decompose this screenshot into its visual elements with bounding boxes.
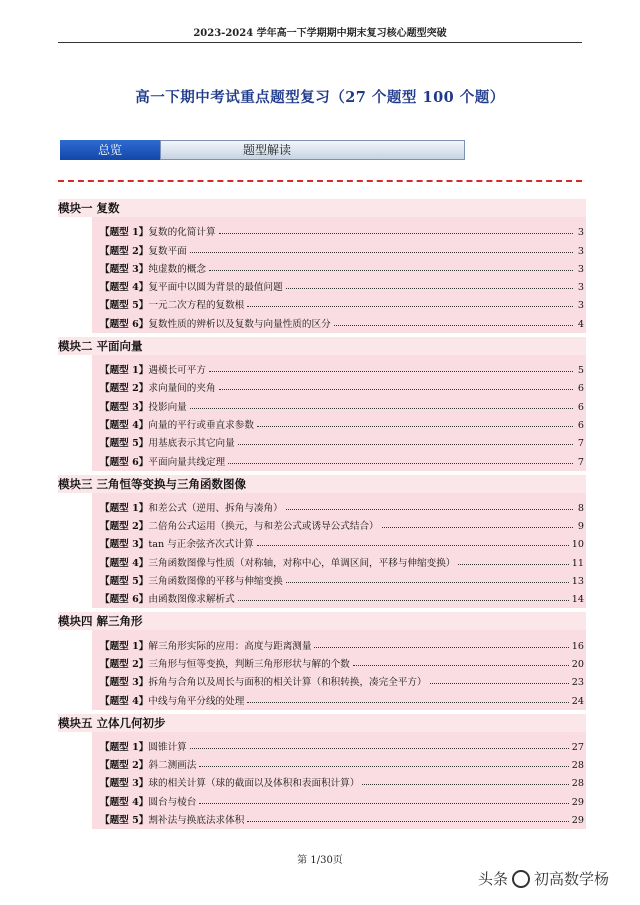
entry-page: 10 xyxy=(571,539,584,551)
toc-entry[interactable] xyxy=(92,532,586,550)
entry-label: 【题型 5】 xyxy=(100,438,149,450)
entry-page: 6 xyxy=(577,383,584,395)
entry-page: 3 xyxy=(577,300,584,312)
toc-entry[interactable] xyxy=(92,652,586,670)
module-section xyxy=(58,612,586,709)
entry-page: 3 xyxy=(577,227,584,239)
toc-entry[interactable] xyxy=(92,413,586,431)
entry-text: 三角形与恒等变换，判断三角形形状与解的个数 xyxy=(148,658,350,670)
toc-entry[interactable] xyxy=(92,569,586,587)
entry-page: 13 xyxy=(571,576,584,588)
entry-label: 【题型 4】 xyxy=(100,557,149,569)
watermark-right: 初高数学杨 xyxy=(534,870,610,888)
entry-text: 向量的平行或垂直求参数 xyxy=(148,419,254,431)
entry-label: 【题型 2】 xyxy=(100,658,149,670)
toc-entry[interactable] xyxy=(92,431,586,449)
dot-leader xyxy=(286,509,573,510)
entry-page: 24 xyxy=(571,695,584,707)
dot-leader xyxy=(286,288,573,289)
entry-page: 3 xyxy=(577,245,584,257)
entry-page: 6 xyxy=(577,401,584,413)
toc-entry[interactable] xyxy=(92,633,586,651)
toc-entry[interactable] xyxy=(92,771,586,789)
section-banner xyxy=(60,140,465,160)
entry-label: 【题型 1】 xyxy=(100,502,149,514)
module-title: 模块二 平面向量 xyxy=(58,337,586,355)
entry-text: 由函数图像求解析式 xyxy=(148,594,235,606)
entry-page: 29 xyxy=(571,796,584,808)
dot-leader xyxy=(257,545,569,546)
entry-text: 球的相关计算（球的截面以及体积和表面积计算） xyxy=(148,778,360,790)
entry-label: 【题型 1】 xyxy=(100,640,149,652)
toc-entry[interactable] xyxy=(92,550,586,568)
entry-text: 斜二测画法 xyxy=(148,760,197,772)
entry-text: tan 与正余弦齐次式计算 xyxy=(148,539,254,551)
dot-leader xyxy=(382,527,573,528)
dot-leader xyxy=(458,564,568,565)
entry-page: 16 xyxy=(571,640,584,652)
module-section xyxy=(58,475,586,609)
entry-text: 三角函数图像的平移与伸缩变换 xyxy=(148,576,283,588)
entry-page: 28 xyxy=(571,760,584,772)
entry-label: 【题型 2】 xyxy=(100,245,149,257)
page-number: 第 1/30页 xyxy=(297,855,343,866)
entry-label: 【题型 1】 xyxy=(100,365,149,377)
module-section xyxy=(58,199,586,333)
dot-leader xyxy=(190,252,573,253)
entry-page: 9 xyxy=(577,521,584,533)
header-divider xyxy=(58,42,582,43)
entry-page: 23 xyxy=(571,677,584,689)
toc-entry[interactable] xyxy=(92,808,586,826)
entry-label: 【题型 5】 xyxy=(100,815,149,827)
toc-entry[interactable] xyxy=(92,394,586,412)
watermark-left: 头条 xyxy=(478,870,509,888)
dot-leader xyxy=(247,702,568,703)
entry-page: 20 xyxy=(571,658,584,670)
entry-label: 【题型 4】 xyxy=(100,695,149,707)
page-title: 高一下期中考试重点题型复习（27 个题型 100 个题） xyxy=(135,89,505,106)
entry-label: 【题型 6】 xyxy=(100,318,149,330)
entry-label: 【题型 5】 xyxy=(100,300,149,312)
dot-leader xyxy=(190,408,573,409)
entry-page: 29 xyxy=(571,815,584,827)
dot-leader xyxy=(238,600,569,601)
entry-text: 圆台与棱台 xyxy=(148,796,197,808)
entry-page: 3 xyxy=(577,263,584,275)
running-header: 2023-2024 学年高一下学期期中期末复习核心题型突破 xyxy=(193,28,447,39)
entry-text: 一元二次方程的复数根 xyxy=(148,300,245,312)
entry-page: 5 xyxy=(577,365,584,377)
table-of-contents xyxy=(58,195,586,829)
entry-text: 用基底表示其它向量 xyxy=(148,438,235,450)
toc-entry[interactable] xyxy=(92,358,586,376)
dot-leader xyxy=(247,821,568,822)
entry-text: 复平面中以圆为背景的最值问题 xyxy=(148,282,283,294)
module-title: 模块四 解三角形 xyxy=(58,612,586,630)
entry-text: 遇模长可平方 xyxy=(148,365,206,377)
entry-label: 【题型 3】 xyxy=(100,401,149,413)
watermark xyxy=(478,868,609,890)
entry-label: 【题型 3】 xyxy=(100,263,149,275)
entry-label: 【题型 4】 xyxy=(100,282,149,294)
entry-text: 复数平面 xyxy=(148,245,187,257)
dot-leader xyxy=(209,371,573,372)
entry-label: 【题型 3】 xyxy=(100,677,149,689)
entry-text: 拆角与合角以及周长与面积的相关计算（和积转换，凑完全平方） xyxy=(148,677,427,689)
dot-leader xyxy=(334,325,573,326)
entry-text: 复数的化简计算 xyxy=(148,227,216,239)
entry-text: 割补法与换底法求体积 xyxy=(148,815,245,827)
module-title: 模块三 三角恒等变换与三角函数图像 xyxy=(58,475,586,493)
dot-leader xyxy=(219,389,573,390)
dot-leader xyxy=(209,270,573,271)
toc-entry[interactable] xyxy=(92,220,586,238)
entry-label: 【题型 6】 xyxy=(100,594,149,606)
dot-leader xyxy=(430,683,569,684)
module-items xyxy=(92,355,586,471)
entry-page: 11 xyxy=(571,557,584,569)
entry-text: 三角函数图像与性质（对称轴，对称中心，单调区间，平移与伸缩变换） xyxy=(148,557,456,569)
dot-leader xyxy=(353,665,569,666)
entry-text: 纯虚数的概念 xyxy=(148,263,206,275)
module-section xyxy=(58,714,586,829)
entry-label: 【题型 5】 xyxy=(100,576,149,588)
toc-entry[interactable] xyxy=(92,376,586,394)
entry-label: 【题型 4】 xyxy=(100,796,149,808)
toc-entry[interactable] xyxy=(92,514,586,532)
toc-entry[interactable] xyxy=(92,275,586,293)
entry-label: 【题型 2】 xyxy=(100,760,149,772)
entry-label: 【题型 1】 xyxy=(100,741,149,753)
dot-leader xyxy=(257,426,573,427)
entry-text: 圆锥计算 xyxy=(148,741,187,753)
module-items xyxy=(92,217,586,333)
entry-label: 【题型 3】 xyxy=(100,539,149,551)
dot-leader xyxy=(199,766,568,767)
toc-entry[interactable] xyxy=(92,789,586,807)
entry-text: 复数性质的辨析以及复数与向量性质的区分 xyxy=(148,318,331,330)
entry-label: 【题型 2】 xyxy=(100,521,149,533)
entry-page: 27 xyxy=(571,741,584,753)
toc-entry[interactable] xyxy=(92,587,586,605)
entry-text: 中线与角平分线的处理 xyxy=(148,695,245,707)
toc-entry[interactable] xyxy=(92,311,586,329)
toc-entry[interactable] xyxy=(92,293,586,311)
module-title: 模块一 复数 xyxy=(58,199,586,217)
entry-page: 7 xyxy=(577,438,584,450)
dot-leader xyxy=(190,748,569,749)
toc-entry[interactable] xyxy=(92,238,586,256)
dot-leader xyxy=(238,444,573,445)
entry-text: 求向量间的夹角 xyxy=(148,383,216,395)
toc-entry[interactable] xyxy=(92,670,586,688)
toc-entry[interactable] xyxy=(92,257,586,275)
toc-entry[interactable] xyxy=(92,688,586,706)
dot-leader xyxy=(228,463,573,464)
dot-leader xyxy=(219,233,573,234)
entry-page: 4 xyxy=(577,318,584,330)
entry-page: 7 xyxy=(577,456,584,468)
entry-text: 平面向量共线定理 xyxy=(148,456,226,468)
toc-entry[interactable] xyxy=(92,496,586,514)
entry-text: 和差公式（逆用、拆角与凑角） xyxy=(148,502,283,514)
entry-label: 【题型 3】 xyxy=(100,778,149,790)
dot-leader xyxy=(362,784,568,785)
entry-page: 28 xyxy=(571,778,584,790)
tab-overview: 总览 xyxy=(60,140,160,160)
red-dashed-divider xyxy=(58,180,582,182)
entry-label: 【题型 4】 xyxy=(100,419,149,431)
module-items xyxy=(92,630,586,709)
module-items xyxy=(92,493,586,609)
entry-page: 8 xyxy=(577,502,584,514)
watermark-logo-icon xyxy=(512,870,530,888)
module-section xyxy=(58,337,586,471)
dot-leader xyxy=(286,582,569,583)
module-items xyxy=(92,732,586,829)
dot-leader xyxy=(314,647,568,648)
dot-leader xyxy=(247,306,573,307)
entry-label: 【题型 6】 xyxy=(100,456,149,468)
dot-leader xyxy=(199,803,568,804)
entry-text: 二倍角公式运用（换元，与和差公式或诱导公式结合） xyxy=(148,521,379,533)
entry-text: 投影向量 xyxy=(148,401,187,413)
module-title: 模块五 立体几何初步 xyxy=(58,714,586,732)
tab-interpret: 题型解读 xyxy=(160,140,465,160)
entry-page: 14 xyxy=(571,594,584,606)
entry-page: 3 xyxy=(577,282,584,294)
entry-label: 【题型 2】 xyxy=(100,383,149,395)
entry-label: 【题型 1】 xyxy=(100,227,149,239)
toc-entry[interactable] xyxy=(92,449,586,467)
toc-entry[interactable] xyxy=(92,753,586,771)
entry-page: 6 xyxy=(577,419,584,431)
toc-entry[interactable] xyxy=(92,735,586,753)
entry-text: 解三角形实际的应用：高度与距离测量 xyxy=(148,640,312,652)
